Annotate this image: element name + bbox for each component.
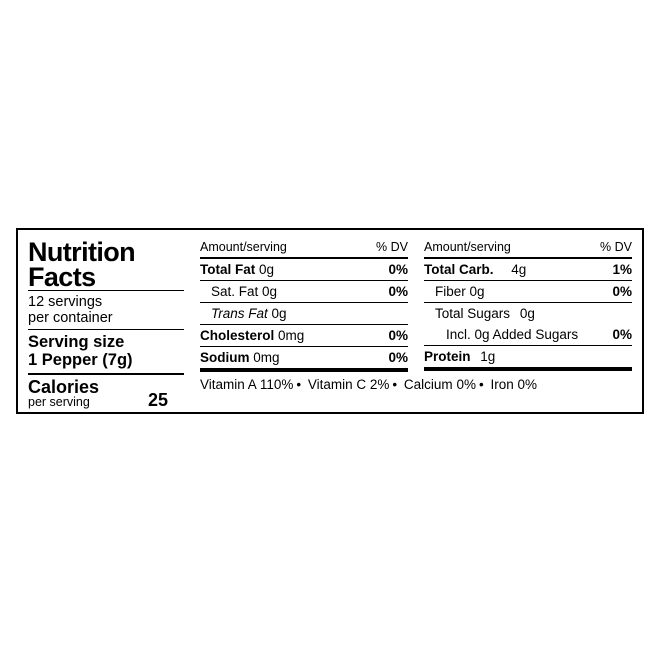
servings-count: 12 servings bbox=[28, 294, 103, 310]
vitamin-c-name: Vitamin C bbox=[307, 377, 367, 392]
row-cholesterol bbox=[200, 325, 408, 346]
calcium-value: 0% bbox=[456, 377, 476, 392]
nutrient-column-right bbox=[416, 238, 632, 372]
calories-sublabel: per serving bbox=[28, 395, 90, 409]
row-sat-fat-label: Sat. Fat bbox=[211, 284, 259, 299]
calcium-name: Calcium bbox=[403, 377, 453, 392]
row-cholesterol-name bbox=[200, 328, 304, 343]
row-total-fat bbox=[200, 259, 408, 280]
amount-per-serving-header-right: Amount/serving bbox=[424, 240, 511, 254]
row-total-sugars bbox=[424, 303, 632, 324]
row-cholesterol-amount: 0mg bbox=[278, 328, 305, 343]
amount-per-serving-header-left: Amount/serving bbox=[200, 240, 287, 254]
nutrition-detail-columns bbox=[190, 238, 632, 404]
vitamin-separator-3: • bbox=[478, 377, 484, 392]
nutrition-summary-column bbox=[28, 237, 190, 410]
row-sat-fat-name bbox=[211, 284, 277, 299]
row-protein-amount: 1g bbox=[480, 349, 496, 364]
row-total-fat-label: Total Fat bbox=[200, 262, 256, 277]
row-total-carb-name bbox=[424, 262, 526, 277]
vitamin-separator-1: • bbox=[296, 377, 302, 392]
calories-label-block bbox=[28, 378, 99, 409]
percent-dv-header-left: % DV bbox=[376, 240, 408, 254]
row-cholesterol-dv: 0% bbox=[388, 328, 408, 343]
row-sodium bbox=[200, 347, 408, 368]
row-total-sugars-name bbox=[435, 306, 535, 321]
row-sat-fat-dv: 0% bbox=[388, 284, 408, 299]
row-trans-fat-name bbox=[211, 306, 287, 321]
row-trans-fat bbox=[200, 303, 408, 324]
nutrition-facts-title bbox=[28, 237, 184, 292]
row-trans-fat-amount: 0g bbox=[271, 306, 287, 321]
row-added-sugars bbox=[424, 324, 632, 345]
calories-row bbox=[28, 375, 184, 411]
percent-dv-header-right: % DV bbox=[600, 240, 632, 254]
row-sat-fat-amount: 0g bbox=[262, 284, 278, 299]
iron-name: Iron bbox=[490, 377, 514, 392]
row-sat-fat bbox=[200, 281, 408, 302]
title-line-nutrition: Nutrition bbox=[28, 237, 136, 267]
vitamin-a-name: Vitamin A bbox=[200, 377, 257, 392]
row-total-fat-amount: 0g bbox=[259, 262, 275, 277]
row-fiber-label: Fiber bbox=[435, 284, 466, 299]
row-total-sugars-amount: 0g bbox=[519, 306, 535, 321]
vitamin-a-value: 110% bbox=[259, 377, 294, 392]
row-trans-fat-label: Trans Fat bbox=[211, 306, 268, 321]
nutrient-column-left bbox=[200, 238, 416, 372]
row-added-sugars-name bbox=[446, 327, 578, 342]
row-protein-name bbox=[424, 349, 495, 364]
row-total-carb-dv: 1% bbox=[612, 262, 632, 277]
calories-value: 25 bbox=[147, 390, 168, 410]
row-total-carb bbox=[424, 259, 632, 280]
row-fiber-dv: 0% bbox=[612, 284, 632, 299]
row-cholesterol-label: Cholesterol bbox=[200, 328, 275, 343]
row-total-carb-amount: 4g bbox=[511, 262, 527, 277]
serving-size-label: Serving size bbox=[28, 333, 125, 351]
vitamins-row bbox=[200, 372, 632, 392]
column-header-left bbox=[200, 238, 408, 257]
row-total-fat-dv: 0% bbox=[388, 262, 408, 277]
row-protein-label: Protein bbox=[424, 349, 471, 364]
row-protein bbox=[424, 346, 632, 367]
row-total-carb-label: Total Carb. bbox=[424, 262, 494, 277]
vitamin-c-value: 2% bbox=[369, 377, 390, 392]
row-total-fat-name bbox=[200, 262, 274, 277]
row-added-sugars-label: Incl. 0g Added Sugars bbox=[446, 327, 579, 342]
vitamin-separator-2: • bbox=[392, 377, 398, 392]
serving-size-block bbox=[28, 330, 184, 373]
iron-value: 0% bbox=[517, 377, 537, 392]
row-fiber bbox=[424, 281, 632, 302]
row-total-sugars-label: Total Sugars bbox=[435, 306, 511, 321]
row-sodium-label: Sodium bbox=[200, 350, 250, 365]
row-fiber-amount: 0g bbox=[469, 284, 485, 299]
row-sodium-dv: 0% bbox=[388, 350, 408, 365]
row-sodium-amount: 0mg bbox=[253, 350, 280, 365]
row-added-sugars-dv: 0% bbox=[612, 327, 632, 342]
divider-right-bottom bbox=[424, 367, 632, 371]
row-fiber-name bbox=[435, 284, 485, 299]
nutrition-facts-panel bbox=[16, 228, 644, 414]
calories-label: Calories bbox=[28, 377, 100, 397]
servings-per-container bbox=[28, 291, 184, 329]
serving-size-value: 1 Pepper (7g) bbox=[28, 351, 133, 369]
nutrition-facts-inner bbox=[28, 237, 632, 410]
title-line-facts: Facts bbox=[28, 262, 96, 292]
nutrient-columns bbox=[200, 238, 632, 372]
servings-per-container-label: per container bbox=[28, 310, 113, 326]
row-sodium-name bbox=[200, 350, 280, 365]
column-header-right bbox=[424, 238, 632, 257]
